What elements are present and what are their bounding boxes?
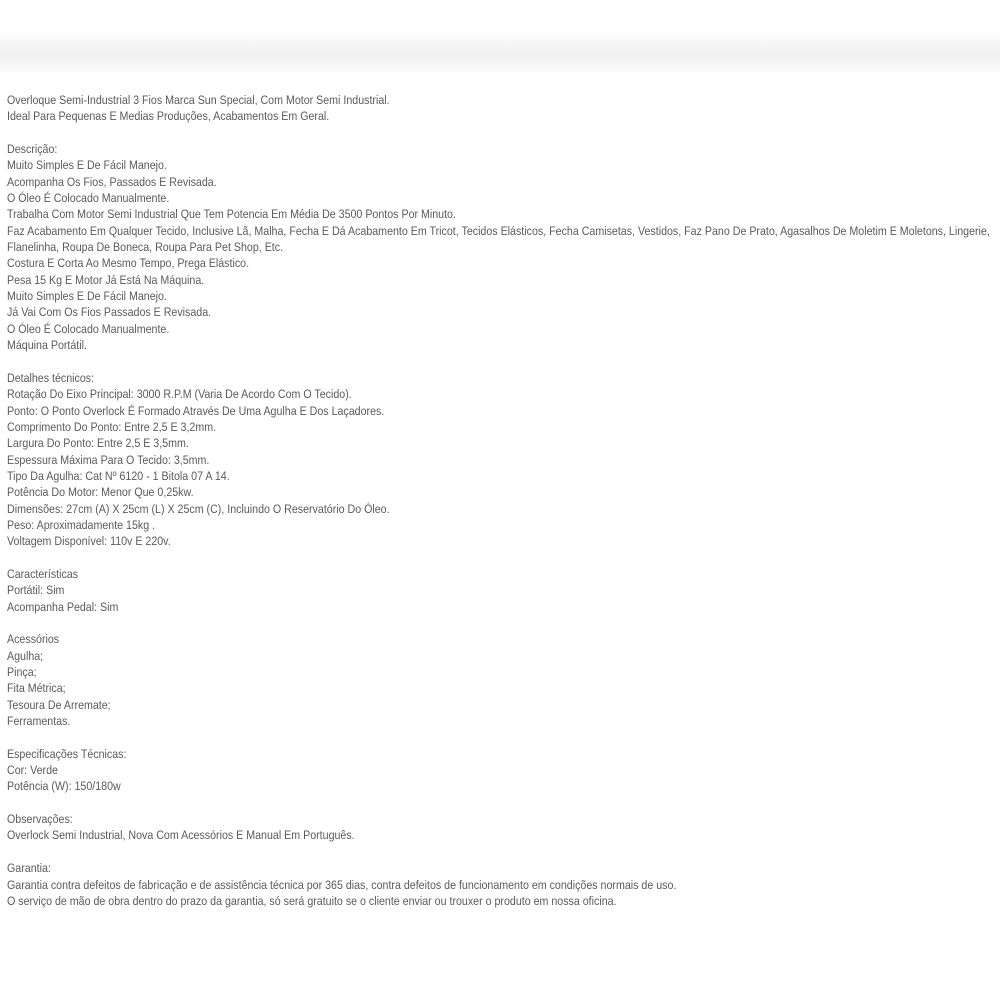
descricao-line: Acompanha Os Fios, Passados E Revisada. <box>7 174 217 189</box>
caracteristicas-section <box>7 566 858 615</box>
observacoes-line: Overlock Semi Industrial, Nova Com Acessórios E Manual Em Português. <box>7 828 355 843</box>
especificacoes-section <box>7 746 858 795</box>
section-heading: Acessórios <box>7 632 60 647</box>
especificacoes-line: Cor: Verde <box>7 763 58 778</box>
section-heading: Descrição: <box>7 142 58 157</box>
detalhes-line: Peso: Aproximadamente 15kg . <box>7 517 156 532</box>
section-heading: Especificações Técnicas: <box>7 746 127 761</box>
section-heading: Observações: <box>7 812 73 827</box>
descricao-line: Pesa 15 Kg E Motor Já Está Na Máquina. <box>7 272 205 287</box>
detalhes-line: Potência Do Motor: Menor Que 0,25kw. <box>7 485 194 500</box>
descricao-section <box>7 141 990 353</box>
descricao-line: O Óleo É Colocado Manualmente. <box>7 321 170 336</box>
observacoes-section <box>7 811 858 844</box>
intro-line: Overloque Semi-Industrial 3 Fios Marca Sun Special, Com Motor Semi Industrial. <box>7 93 390 107</box>
acessorios-line: Fita Métrica; <box>7 681 66 696</box>
paragraph-gap <box>7 550 858 566</box>
garantia-section <box>7 860 858 909</box>
detalhes-line: Dimensões: 27cm (A) X 25cm (L) X 25cm (C), Incluindo O Reservatório Do Óleo. <box>7 501 390 516</box>
caracteristicas-line: Portátil: Sim <box>7 583 65 598</box>
paragraph-gap <box>7 615 858 631</box>
descricao-line: O Óleo É Colocado Manualmente. <box>7 191 170 206</box>
acessorios-section <box>7 631 858 729</box>
detalhes-line: Tipo Da Agulha: Cat Nº 6120 - 1 Bitola 07 A 14. <box>7 468 230 483</box>
descricao-line: Costura E Corta Ao Mesmo Tempo, Prega Elástico. <box>7 256 250 271</box>
acessorios-line: Agulha; <box>7 648 44 663</box>
detalhes-line: Espessura Máxima Para O Tecido: 3,5mm. <box>7 452 210 467</box>
descricao-line: Muito Simples E De Fácil Manejo. <box>7 158 167 173</box>
paragraph-gap <box>7 354 858 370</box>
descricao-line: Já Vai Com Os Fios Passados E Revisada. <box>7 305 212 320</box>
blurred-header-band <box>0 30 1000 75</box>
descricao-line: Trabalha Com Motor Semi Industrial Que Tem Potencia Em Média De 3500 Pontos Por Minuto. <box>7 207 456 222</box>
detalhes-line: Ponto: O Ponto Overlock É Formado Através De Uma Agulha E Dos Laçadores. <box>7 403 385 418</box>
section-heading: Características <box>7 566 79 581</box>
garantia-line: O serviço de mão de obra dentro do prazo da garantia, só será gratuito se o cliente enviar ou trouxer o produto em nossa oficina. <box>7 893 617 908</box>
detalhes-line: Largura Do Ponto: Entre 2,5 E 3,5mm. <box>7 436 189 451</box>
acessorios-line: Ferramentas. <box>7 714 71 729</box>
paragraph-gap <box>7 729 858 745</box>
detalhes-line: Voltagem Disponível: 110v E 220v. <box>7 534 171 549</box>
caracteristicas-line: Acompanha Pedal: Sim <box>7 599 119 614</box>
especificacoes-line: Potência (W): 150/180w <box>7 779 121 794</box>
descricao-line: Muito Simples E De Fácil Manejo. <box>7 289 167 304</box>
product-description <box>7 92 990 909</box>
acessorios-line: Tesoura De Arremate; <box>7 697 111 712</box>
paragraph-gap <box>7 844 858 860</box>
paragraph-gap <box>7 795 858 811</box>
detalhes-section <box>7 370 858 550</box>
paragraph-gap <box>7 125 858 141</box>
garantia-line: Garantia contra defeitos de fabricação e de assistência técnica por 365 dias, contra defeitos de funcionamento em condições normais de uso. <box>7 877 677 892</box>
intro-line: Ideal Para Pequenas E Medias Produções, Acabamentos Em Geral. <box>7 109 330 124</box>
detalhes-line: Rotação Do Eixo Principal: 3000 R.P.M (Varia De Acordo Com O Tecido). <box>7 387 352 402</box>
acessorios-line: Pinça; <box>7 665 37 680</box>
descricao-line: Faz Acabamento Em Qualquer Tecido, Inclusive Lã, Malha, Fecha E Dá Acabamento Em Tricot, Tecidos Elásticos, Fecha Camisetas, Vestidos, Faz Pano De Prato, Agasalhos De Moletim E Moletons, Lingerie, Flanelinha, Roupa De Boneca, Roupa Para Pet Shop, Etc. <box>7 223 990 255</box>
intro-section <box>7 92 858 125</box>
section-heading: Detalhes técnicos: <box>7 370 95 385</box>
detalhes-line: Comprimento Do Ponto: Entre 2,5 E 3,2mm. <box>7 419 217 434</box>
descricao-line: Máquina Portátil. <box>7 338 87 353</box>
section-heading: Garantia: <box>7 861 51 876</box>
